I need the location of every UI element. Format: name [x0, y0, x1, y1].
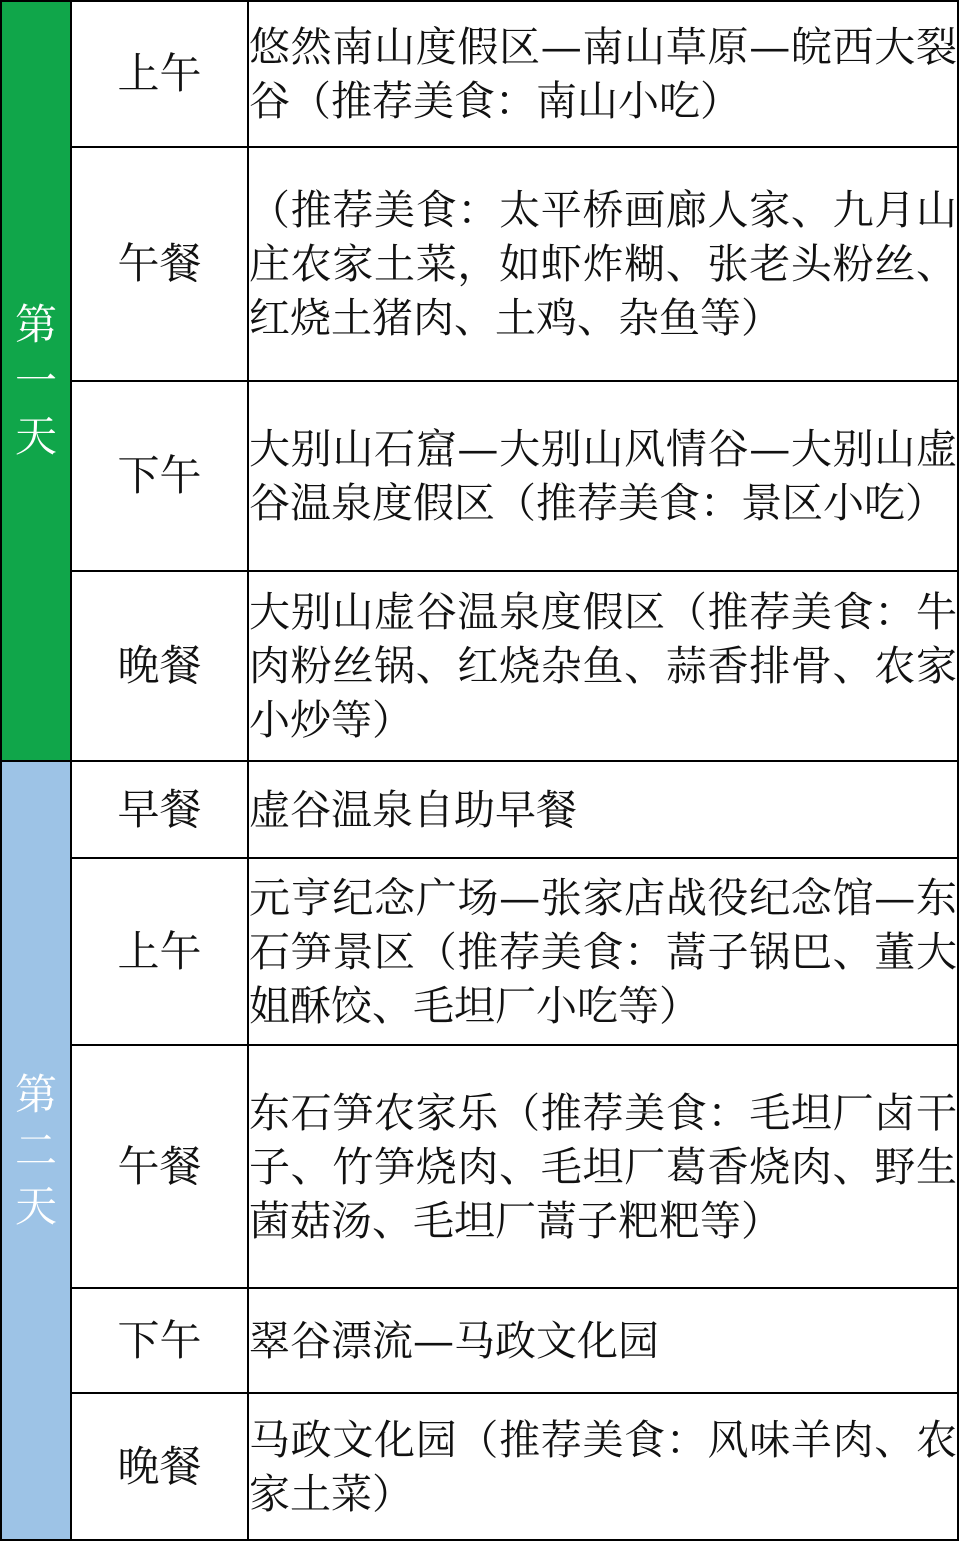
table-row [1, 1393, 958, 1540]
table-row [1, 1045, 958, 1288]
time-cell: 午餐 [71, 1045, 248, 1288]
day-1-label-cell [1, 1, 71, 761]
day-2-label: 第二天 [14, 1069, 57, 1231]
activity-cell: 马政文化园（推荐美食：风味羊肉、农家土菜） [248, 1393, 958, 1540]
day-2-label-cell [1, 761, 71, 1540]
time-cell: 下午 [71, 1288, 248, 1393]
activity-cell: 大别山虚谷温泉度假区（推荐美食：牛肉粉丝锅、红烧杂鱼、蒜香排骨、农家小炒等） [248, 571, 958, 761]
time-cell: 下午 [71, 381, 248, 571]
table-row [1, 381, 958, 571]
activity-cell: 元亨纪念广场—张家店战役纪念馆—东石笋景区（推荐美食：蒿子锅巴、董大姐酥饺、毛坦厂小吃等） [248, 858, 958, 1045]
table-row [1, 147, 958, 381]
table-row [1, 761, 958, 858]
time-cell: 上午 [71, 1, 248, 147]
table-row [1, 1288, 958, 1393]
time-cell: 晚餐 [71, 1393, 248, 1540]
activity-cell: 悠然南山度假区—南山草原—皖西大裂谷（推荐美食：南山小吃） [248, 1, 958, 147]
table-row [1, 1, 958, 147]
activity-cell: 虚谷温泉自助早餐 [248, 761, 958, 858]
activity-cell: 翠谷漂流—马政文化园 [248, 1288, 958, 1393]
activity-cell: 东石笋农家乐（推荐美食：毛坦厂卤干子、竹笋烧肉、毛坦厂葛香烧肉、野生菌菇汤、毛坦厂蒿子粑粑等） [248, 1045, 958, 1288]
time-cell: 早餐 [71, 761, 248, 858]
time-cell: 午餐 [71, 147, 248, 381]
table-row [1, 858, 958, 1045]
day-1-label: 第一天 [14, 300, 57, 461]
activity-cell: （推荐美食：太平桥画廊人家、九月山庄农家土菜，如虾炸糊、张老头粉丝、红烧土猪肉、土鸡、杂鱼等） [248, 147, 958, 381]
time-cell: 上午 [71, 858, 248, 1045]
time-cell: 晚餐 [71, 571, 248, 761]
activity-cell: 大别山石窟—大别山风情谷—大别山虚谷温泉度假区（推荐美食：景区小吃） [248, 381, 958, 571]
table-row [1, 571, 958, 761]
